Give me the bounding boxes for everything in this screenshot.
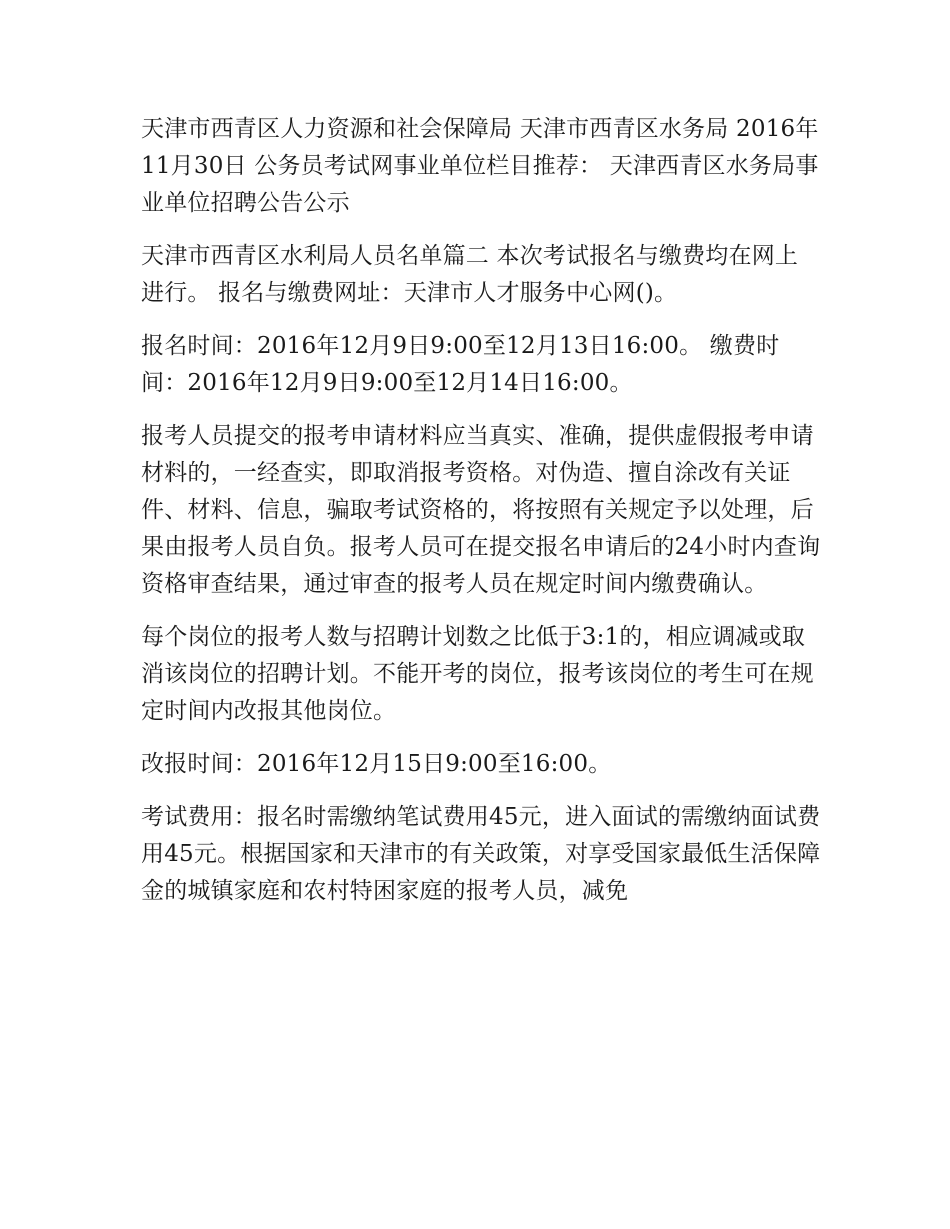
paragraph-registration-time: 报名时间：2016年12月9日9:00至12月13日16:00。 缴费时间：2016年12月9日9:00至12月14日16:00。 — [141, 333, 780, 396]
paragraph-change-time: 改报时间：2016年12月15日9:00至16:00。 — [141, 751, 612, 777]
paragraph-application-materials: 报考人员提交的报考申请材料应当真实、准确，提供虚假报考申请材料的，一经查实，即取消报考资格。对伪造、擅自涂改有关证件、材料、信息，骗取考试资格的，将按照有关规定予以处理，后果由报考人员自负。报考人员可在提交报名申请后的24小时内查询资格审查结果，通过审查的报考人员在规定时间内缴费确认。 — [141, 423, 821, 597]
paragraph-exam-fees: 考试费用：报名时需缴纳笔试费用45元，进入面试的需缴纳面试费用45元。根据国家和天津市的有关政策，对享受国家最低生活保障金的城镇家庭和农村特困家庭的报考人员，减免 — [141, 804, 821, 904]
paragraph-header: 天津市西青区人力资源和社会保障局 天津市西青区水务局 2016年11月30日 公务员考试网事业单位栏目推荐： 天津西青区水务局事业单位招聘公告公示 — [141, 116, 819, 216]
document-body — [141, 111, 821, 926]
paragraph-position-ratio: 每个岗位的报考人数与招聘计划数之比低于3:1的，相应调减或取消该岗位的招聘计划。不能开考的岗位，报考该岗位的考生可在规定时间内改报其他岗位。 — [141, 624, 814, 724]
paragraph-registration-method: 天津市西青区水利局人员名单篇二 本次考试报名与缴费均在网上进行。 报名与缴费网址：天津市人才服务中心网()。 — [141, 243, 799, 306]
